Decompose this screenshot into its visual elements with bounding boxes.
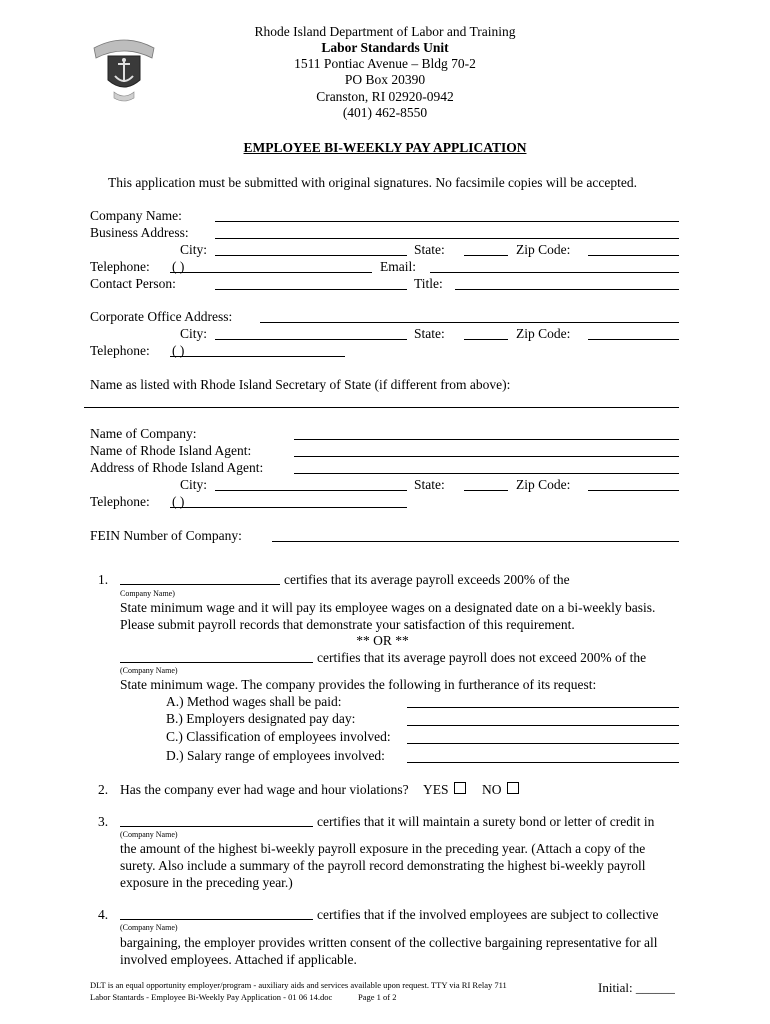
company-name-caption: (Company Name) — [120, 666, 178, 675]
telephone-field[interactable] — [170, 507, 407, 508]
label-title: Title: — [414, 276, 443, 291]
label-company-name: Company Name: — [90, 208, 182, 223]
email-field[interactable] — [430, 272, 679, 273]
initial-field[interactable]: Initial: ______ — [598, 980, 675, 995]
item-1-text-e: State minimum wage. The company provides the following in furtherance of its request: — [120, 677, 597, 692]
company-name-caption: (Company Name) — [120, 923, 178, 932]
item-1-number: 1. — [98, 572, 109, 587]
label-email: Email: — [380, 259, 416, 274]
zip-field[interactable] — [588, 339, 679, 340]
item-3-text-a: certifies that it will maintain a surety bond or letter of credit in — [317, 814, 655, 829]
eeo-statement: DLT is an equal opportunity employer/program - auxiliary aids and services available upon request. TTY via RI Relay 711 — [90, 980, 507, 990]
item-1-alt-company-field[interactable] — [120, 662, 313, 663]
item-1-text-a: certifies that its average payroll exceeds 200% of the — [284, 572, 570, 587]
title-field[interactable] — [455, 289, 679, 290]
item-3-text-d: exposure in the preceding year.) — [120, 875, 293, 890]
label-fein: FEIN Number of Company: — [90, 528, 242, 543]
label-name-of-company: Name of Company: — [90, 426, 197, 441]
label-business-address: Business Address: — [90, 225, 189, 240]
address-line-3: Cranston, RI 02920-0942 — [316, 89, 454, 104]
item-1-company-field[interactable] — [120, 584, 280, 585]
state-field[interactable] — [464, 255, 508, 256]
item-4-text-c: involved employees. Attached if applicable. — [120, 952, 357, 967]
label-zip: Zip Code: — [516, 242, 571, 257]
notice-text: This application must be submitted with original signatures. No facsimile copies will be accepted. — [108, 175, 637, 190]
city-field[interactable] — [215, 339, 407, 340]
label-telephone: Telephone: — [90, 259, 150, 274]
state-field[interactable] — [464, 490, 508, 491]
label-state: State: — [414, 242, 445, 257]
item-1-text-d: certifies that its average payroll does not exceed 200% of the — [317, 650, 647, 665]
item-4-text-a: certifies that if the involved employees are subject to collective — [317, 907, 659, 922]
ri-agent-field[interactable] — [294, 456, 679, 457]
dept-name: Rhode Island Department of Labor and Training — [254, 24, 516, 39]
page-number: Page 1 of 2 — [358, 992, 397, 1002]
fein-field[interactable] — [272, 541, 679, 542]
label-name-as-listed: Name as listed with Rhode Island Secretary of State (if different from above): — [90, 377, 511, 392]
item-3-company-field[interactable] — [120, 826, 313, 827]
item-4-text-b: bargaining, the employer provides written consent of the collective bargaining representative for all — [120, 935, 658, 950]
label-city: City: — [180, 242, 208, 257]
label-telephone: Telephone: — [90, 494, 150, 509]
sub-d-label: D.) Salary range of employees involved: — [166, 748, 385, 763]
telephone-paren: ( ) — [172, 259, 185, 274]
name-as-listed-field[interactable] — [84, 407, 679, 408]
label-state: State: — [414, 477, 445, 492]
zip-field[interactable] — [588, 255, 679, 256]
label-telephone: Telephone: — [90, 343, 150, 358]
item-2-number: 2. — [98, 782, 109, 797]
ri-agent-address-field[interactable] — [294, 473, 679, 474]
phone-number: (401) 462-8550 — [342, 105, 428, 120]
no-label: NO — [482, 782, 502, 797]
company-name-caption: Company Name) — [120, 589, 175, 598]
yes-checkbox[interactable] — [454, 782, 466, 794]
business-address-field[interactable] — [215, 238, 679, 239]
unit-name: Labor Standards Unit — [321, 40, 449, 55]
pay-day-field[interactable] — [407, 725, 679, 726]
item-3-text-c: surety. Also include a summary of the payroll record demonstrating the highest bi-weekly payroll — [120, 858, 646, 873]
label-ri-agent: Name of Rhode Island Agent: — [90, 443, 252, 458]
label-ri-agent-address: Address of Rhode Island Agent: — [90, 460, 264, 475]
form-title: EMPLOYEE BI-WEEKLY PAY APPLICATION — [243, 140, 527, 155]
company-name-field[interactable] — [215, 221, 679, 222]
item-3-text-b: the amount of the highest bi-weekly payroll exposure in the preceding year. (Attach a copy of the — [120, 841, 646, 856]
corporate-address-field[interactable] — [260, 322, 679, 323]
classification-field[interactable] — [407, 743, 679, 744]
no-checkbox[interactable] — [507, 782, 519, 794]
sub-c-label: C.) Classification of employees involved: — [166, 729, 391, 744]
label-state: State: — [414, 326, 445, 341]
method-wages-field[interactable] — [407, 707, 679, 708]
sub-b-label: B.) Employers designated pay day: — [166, 711, 356, 726]
or-separator: ** OR ** — [356, 633, 409, 648]
label-corporate-address: Corporate Office Address: — [90, 309, 233, 324]
item-1-text-c: Please submit payroll records that demonstrate your satisfaction of this requirement. — [120, 617, 575, 632]
city-field[interactable] — [215, 255, 407, 256]
label-zip: Zip Code: — [516, 326, 571, 341]
document-name: Labor Stantards - Employee Bi-Weekly Pay Application - 01 06 14.doc — [90, 992, 333, 1002]
address-line-2: PO Box 20390 — [344, 72, 426, 87]
telephone-paren: ( ) — [172, 343, 185, 358]
label-city: City: — [180, 326, 208, 341]
item-1-text-b: State minimum wage and it will pay its employee wages on a designated date on a bi-weekly basis. — [120, 600, 656, 615]
label-contact-person: Contact Person: — [90, 276, 176, 291]
telephone-field[interactable] — [170, 272, 372, 273]
item-2-question: Has the company ever had wage and hour violations? — [120, 782, 409, 797]
item-3-number: 3. — [98, 814, 109, 829]
zip-field[interactable] — [588, 490, 679, 491]
label-zip: Zip Code: — [516, 477, 571, 492]
city-field[interactable] — [215, 490, 407, 491]
name-of-company-field[interactable] — [294, 439, 679, 440]
item-4-company-field[interactable] — [120, 919, 313, 920]
company-name-caption: (Company Name) — [120, 830, 178, 839]
contact-person-field[interactable] — [215, 289, 407, 290]
state-field[interactable] — [464, 339, 508, 340]
telephone-field[interactable] — [170, 356, 345, 357]
salary-range-field[interactable] — [407, 762, 679, 763]
yes-label: YES — [423, 782, 449, 797]
item-4-number: 4. — [98, 907, 109, 922]
address-line-1: 1511 Pontiac Avenue – Bldg 70-2 — [294, 56, 476, 71]
sub-a-label: A.) Method wages shall be paid: — [166, 694, 342, 709]
telephone-paren: ( ) — [172, 494, 185, 509]
label-city: City: — [180, 477, 208, 492]
